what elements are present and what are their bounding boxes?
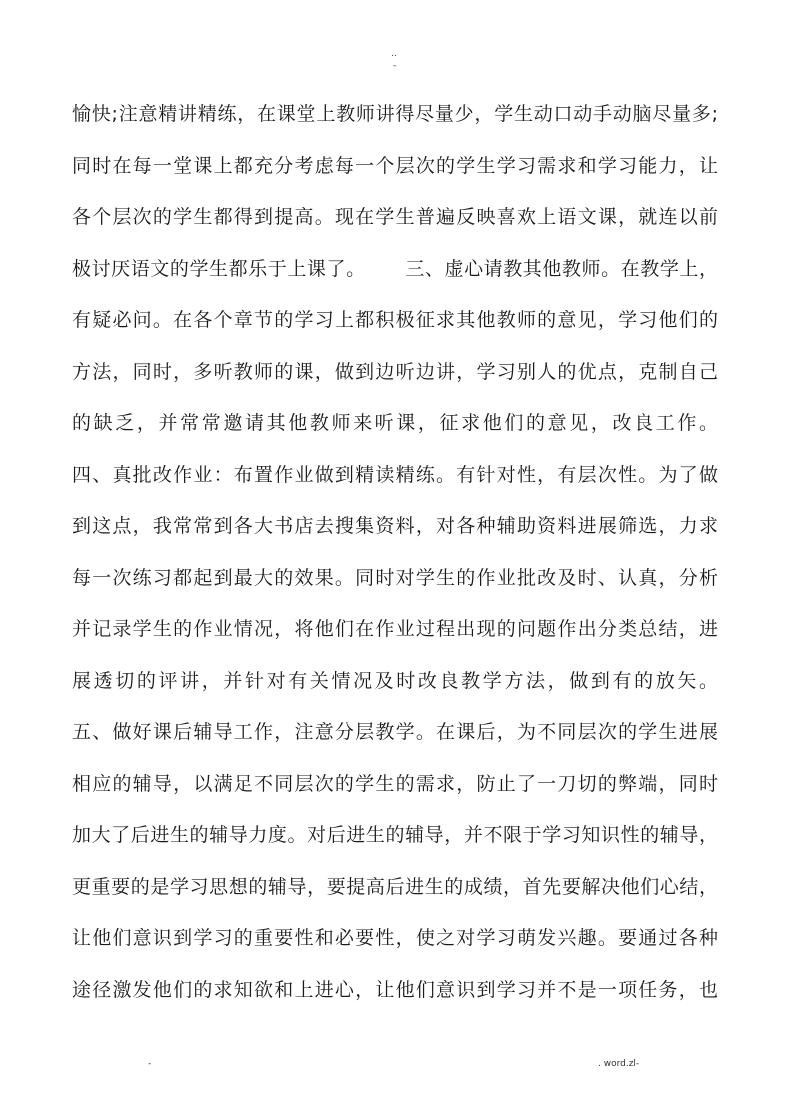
text-line-14: 相应的辅导，以满足不同层次的学生的需求，防止了一刀切的弊端，同时 (72, 772, 718, 795)
text-line-3: 各个层次的学生都得到提高。现在学生普遍反映喜欢上语文课，就连以前 (72, 206, 718, 228)
text-line-12: 展透切的评讲，并针对有关情况及时改良教学方法，做到有的放矢。 (72, 669, 718, 692)
text-line-2: 同时在每一堂课上都充分考虑每一个层次的学生学习需求和学习能力，让 (72, 154, 718, 177)
text-line-9: 到这点，我常常到各大书店去搜集资料，对各种辅助资料进展筛选，力求 (72, 515, 718, 537)
text-line-6: 方法，同时，多听教师的课，做到边听边讲，学习别人的优点，克制自己 (72, 360, 718, 383)
text-line-4: 极讨厌语文的学生都乐于上课了。 三、虚心请教其他教师。在教学上， (72, 257, 718, 280)
text-line-5: 有疑必问。在各个章节的学习上都积极征求其他教师的意见，学习他们的 (72, 309, 718, 331)
text-line-15: 加大了后进生的辅导力度。对后进生的辅导，并不限于学习知识性的辅导， (72, 824, 718, 846)
header-mark-bottom: - (393, 61, 397, 71)
document-body (72, 89, 718, 1016)
header-mark-top: .. (391, 49, 397, 59)
text-line-16: 更重要的是学习思想的辅导，要提高后进生的成绩，首先要解决他们心结， (72, 875, 718, 898)
text-line-7: 的缺乏，并常常邀请其他教师来听课，征求他们的意见，改良工作。 (72, 412, 718, 434)
text-line-18: 途径激发他们的求知欲和上进心，让他们意识到学习并不是一项任务，也 (72, 978, 718, 1001)
text-line-10: 每一次练习都起到最大的效果。同时对学生的作业批改及时、认真，分析 (72, 566, 718, 589)
text-line-1: 愉快;注意精讲精练，在课堂上教师讲得尽量少，学生动口动手动脑尽量多; (72, 103, 718, 125)
text-line-17: 让他们意识到学习的重要性和必要性，使之对学习萌发兴趣。要通过各种 (72, 927, 718, 949)
footer-right-text: . word.zl- (598, 1059, 640, 1069)
text-line-8: 四、真批改作业：布置作业做到精读精练。有针对性，有层次性。为了做 (72, 463, 718, 486)
footer-left-mark: - (148, 1059, 152, 1069)
text-line-13: 五、做好课后辅导工作，注意分层教学。在课后，为不同层次的学生进展 (72, 721, 718, 743)
text-line-11: 并记录学生的作业情况，将他们在作业过程出现的问题作出分类总结，进 (72, 618, 718, 640)
